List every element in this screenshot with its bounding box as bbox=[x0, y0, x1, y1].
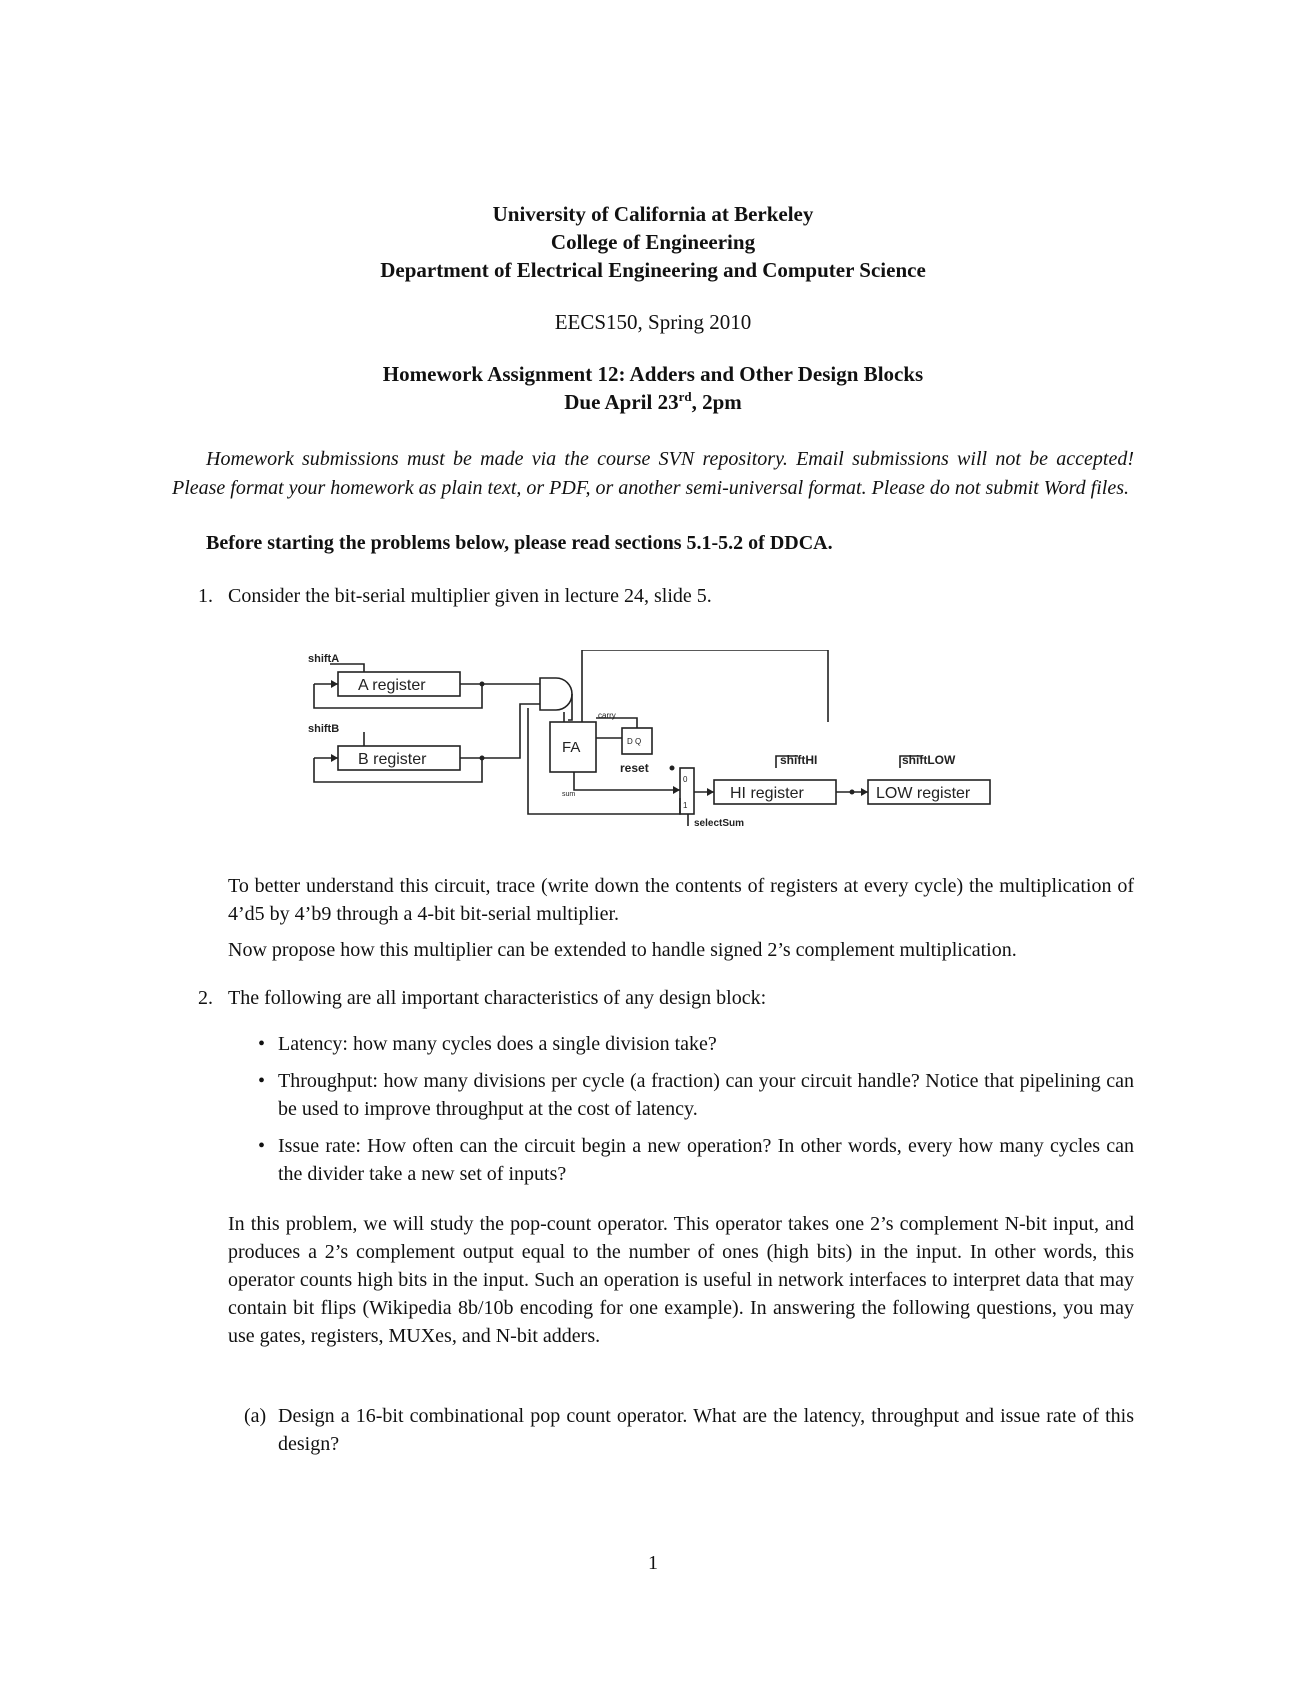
q1-propose-text: Now propose how this multiplier can be extended to handle signed 2’s complement multiplication. bbox=[228, 939, 1017, 961]
bullet-2-dot: • bbox=[258, 1070, 266, 1092]
q2-number: 2. bbox=[198, 987, 213, 1009]
q1-trace-text: To better understand this circuit, trace (write down the contents of registers at every cycle) the multiplication of 4’d5 by 4’b9 through a 4-bit bit-serial multiplier. bbox=[228, 875, 1134, 925]
hi-register-label: HI register bbox=[730, 785, 804, 802]
bit-serial-multiplier-diagram bbox=[300, 650, 1040, 830]
college-name: College of Engineering bbox=[550, 230, 756, 254]
shiftB-label: shiftB bbox=[308, 723, 340, 735]
and-gate-shape bbox=[540, 678, 572, 710]
q1-text: Consider the bit-serial multiplier given in lecture 24, slide 5. bbox=[228, 585, 712, 607]
shiftA-line bbox=[330, 664, 364, 672]
due-date bbox=[0, 388, 1306, 416]
fa-top-loop bbox=[582, 650, 828, 722]
department-name: Department of Electrical Engineering and Computer Science bbox=[380, 258, 926, 282]
b-to-and bbox=[482, 704, 540, 758]
mux-input-0: 0 bbox=[683, 775, 688, 784]
course-line: EECS150, Spring 2010 bbox=[554, 310, 752, 334]
dff-label: D Q bbox=[627, 737, 642, 746]
due-prefix: Due April 23 bbox=[564, 390, 679, 414]
bullet-latency: Latency: how many cycles does a single division take? bbox=[278, 1033, 717, 1055]
shiftLOW-label: shiftLOW bbox=[902, 753, 956, 767]
bullet-1-dot: • bbox=[258, 1033, 266, 1055]
q1-number: 1. bbox=[198, 585, 213, 607]
carry-label: carry bbox=[598, 711, 616, 720]
due-suffix: , 2pm bbox=[691, 390, 742, 414]
reading-note: Before starting the problems below, please read sections 5.1-5.2 of DDCA. bbox=[206, 532, 833, 554]
bullet-3-dot: • bbox=[258, 1135, 266, 1157]
bullet-throughput: Throughput: how many divisions per cycle (a fraction) can your circuit handle? Notice that pipelining can be used to improve throughput at the cost of latency. bbox=[278, 1070, 1134, 1120]
mux-input-1: 1 bbox=[683, 801, 688, 810]
a-register-label: A register bbox=[358, 677, 426, 694]
q2-problem-text: In this problem, we will study the pop-count operator. This operator takes one 2’s complement N-bit input, and produces a 2’s complement output equal to the number of ones (high bits) in the input. In other words, this operator counts high bits in the input. Such an operation is useful in network interfaces to interpret data that may contain bit flips (Wikipedia 8b/10b encoding for one example). In answering the following questions, you may use gates, registers, MUXes, and N-bit adders. bbox=[228, 1213, 1134, 1347]
university-name: University of California at Berkeley bbox=[492, 202, 814, 226]
due-superscript: rd bbox=[678, 389, 692, 404]
part-a-label: (a) bbox=[244, 1405, 267, 1427]
q2-text: The following are all important characteristics of any design block: bbox=[228, 987, 767, 1009]
page-number: 1 bbox=[648, 1552, 658, 1574]
shiftA-label: shiftA bbox=[308, 653, 340, 665]
sum-label: sum bbox=[562, 791, 576, 798]
bullet-issue-rate: Issue rate: How often can the circuit begin a new operation? In other words, every how many cycles can the divider take a new set of inputs? bbox=[278, 1135, 1134, 1185]
low-register-label: LOW register bbox=[876, 785, 971, 802]
submission-instructions: Homework submissions must be made via the course SVN repository. Email submissions will not be accepted! Please format your homework as plain text, or PDF, or another semi-universal format. Please do not submit Word files. bbox=[172, 448, 1134, 499]
b-register-label: B register bbox=[358, 751, 427, 768]
shiftHI-label: shiftHI bbox=[780, 753, 818, 767]
part-a-text: Design a 16-bit combinational pop count operator. What are the latency, throughput and issue rate of this design? bbox=[278, 1405, 1134, 1455]
fa-label: FA bbox=[562, 739, 581, 756]
selectsum-label: selectSum bbox=[694, 818, 745, 829]
assignment-title: Homework Assignment 12: Adders and Other Design Blocks bbox=[382, 362, 924, 386]
reset-label: reset bbox=[620, 761, 649, 775]
